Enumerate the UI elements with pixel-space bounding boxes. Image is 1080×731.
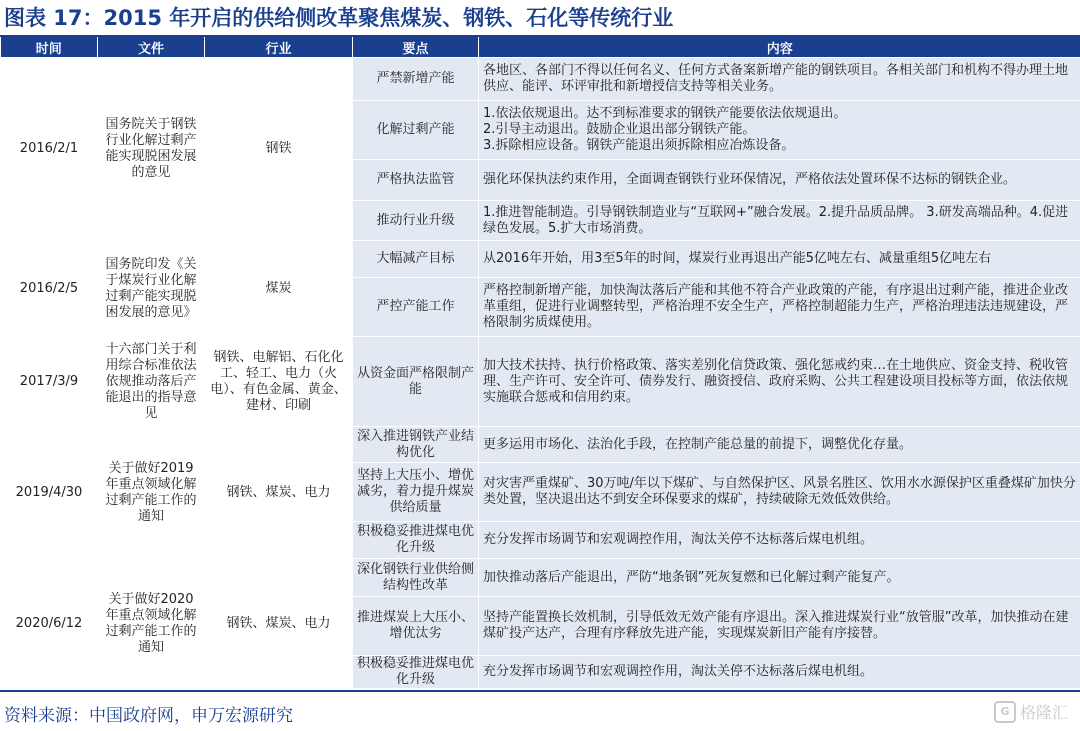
bottom-divider — [0, 690, 1080, 692]
cell-content: 严格控制新增产能，加快淘汰落后产能和其他不符合产业政策的产能，有序退出过剩产能，推进企业改革重组，促进行业调整转型，严格治理不安全生产，严格控制超能力生产，严格治理违法违规建设，严格限制劣质煤使用。 — [479, 278, 1080, 337]
cell-content: 对灾害严重煤矿、30万吨/年以下煤矿、与自然保护区、风景名胜区、饮用水水源保护区重叠煤矿加快分类处置，坚决退出达不到安全环保要求的煤矿，持续破除无效低效供给。 — [479, 463, 1080, 522]
figure-title: 图表 17：2015 年开启的供给侧改革聚焦煤炭、钢铁、石化等传统行业 — [4, 6, 674, 30]
source-note: 资料来源：中国政府网，申万宏源研究 — [4, 706, 293, 726]
cell-key-point: 坚持上大压小、增优减劣，着力提升煤炭供给质量 — [353, 463, 479, 522]
cell-document: 国务院关于钢铁行业化解过剩产能实现脱困发展的意见 — [98, 58, 205, 241]
cell-key-point: 严禁新增产能 — [353, 58, 479, 101]
header-document: 文件 — [98, 37, 205, 58]
cell-date: 2017/3/9 — [1, 337, 98, 427]
watermark — [994, 700, 1068, 723]
header-time: 时间 — [1, 37, 98, 58]
table-row — [1, 427, 1080, 463]
cell-content: 加快推动落后产能退出，严防“地条钢”死灰复燃和已化解过剩产能复产。 — [479, 559, 1080, 597]
header-key-point: 要点 — [353, 37, 479, 58]
cell-content: 加大技术扶持、执行价格政策、落实差别化信贷政策、强化惩戒约束…在土地供应、资金支持、税收管理、生产许可、安全许可、债券发行、融资授信、政府采购、公共工程建设项目投标等方面，依法依规实施联合惩戒和信用约束。 — [479, 337, 1080, 427]
cell-key-point: 推进煤炭上大压小、增优汰劣 — [353, 597, 479, 656]
cell-document: 关于做好2019年重点领域化解过剩产能工作的通知 — [98, 427, 205, 559]
cell-key-point: 积极稳妥推进煤电优化升级 — [353, 656, 479, 689]
cell-document: 关于做好2020年重点领域化解过剩产能工作的通知 — [98, 559, 205, 689]
cell-key-point: 化解过剩产能 — [353, 101, 479, 160]
table-row — [1, 241, 1080, 278]
cell-content: 充分发挥市场调节和宏观调控作用，淘汰关停不达标落后煤电机组。 — [479, 656, 1080, 689]
cell-industry: 钢铁 — [205, 58, 353, 241]
cell-content: 更多运用市场化、法治化手段，在控制产能总量的前提下，调整优化存量。 — [479, 427, 1080, 463]
cell-date: 2016/2/5 — [1, 241, 98, 337]
table-row — [1, 58, 1080, 101]
cell-key-point: 大幅减产目标 — [353, 241, 479, 278]
watermark-text: 格隆汇 — [1019, 703, 1068, 722]
cell-document: 十六部门关于利用综合标准依法依规推动落后产能退出的指导意见 — [98, 337, 205, 427]
cell-key-point: 严控产能工作 — [353, 278, 479, 337]
cell-key-point: 深化钢铁行业供给侧结构性改革 — [353, 559, 479, 597]
cell-key-point: 从资金面严格限制产能 — [353, 337, 479, 427]
table-row — [1, 559, 1080, 597]
cell-key-point: 深入推进钢铁产业结构优化 — [353, 427, 479, 463]
header-industry: 行业 — [205, 37, 353, 58]
cell-content: 1.依法依规退出。达不到标准要求的钢铁产能要依法依规退出。 2.引导主动退出。鼓励企业退出部分钢铁产能。 3.拆除相应设备。钢铁产能退出须拆除相应冶炼设备。 — [479, 101, 1080, 160]
cell-industry: 钢铁、煤炭、电力 — [205, 559, 353, 689]
table-header-row — [1, 37, 1080, 58]
cell-key-point: 推动行业升级 — [353, 201, 479, 241]
cell-content: 各地区、各部门不得以任何名义、任何方式备案新增产能的钢铁项目。各相关部门和机构不得办理土地供应、能评、环评审批和新增授信支持等相关业务。 — [479, 58, 1080, 101]
cell-content: 强化环保执法约束作用，全面调查钢铁行业环保情况，严格依法处置环保不达标的钢铁企业。 — [479, 160, 1080, 201]
cell-industry: 煤炭 — [205, 241, 353, 337]
cell-content: 1.推进智能制造。引导钢铁制造业与“互联网+”融合发展。2.提升品质品牌。 3.研发高端品种。4.促进绿色发展。5.扩大市场消费。 — [479, 201, 1080, 241]
cell-industry: 钢铁、电解铝、石化化工、轻工、电力（火电）、有色金属、黄金、建材、印刷 — [205, 337, 353, 427]
cell-content: 坚持产能置换长效机制，引导低效无效产能有序退出。深入推进煤炭行业“放管服”改革，加快推动在建煤矿投产达产，合理有序释放先进产能，实现煤炭新旧产能有序接替。 — [479, 597, 1080, 656]
cell-date: 2020/6/12 — [1, 559, 98, 689]
cell-document: 国务院印发《关于煤炭行业化解过剩产能实现脱困发展的意见》 — [98, 241, 205, 337]
cell-date: 2019/4/30 — [1, 427, 98, 559]
cell-date: 2016/2/1 — [1, 58, 98, 241]
cell-industry: 钢铁、煤炭、电力 — [205, 427, 353, 559]
cell-key-point: 严格执法监管 — [353, 160, 479, 201]
cell-key-point: 积极稳妥推进煤电优化升级 — [353, 522, 479, 559]
cell-content: 充分发挥市场调节和宏观调控作用，淘汰关停不达标落后煤电机组。 — [479, 522, 1080, 559]
header-content: 内容 — [479, 37, 1080, 58]
table-row — [1, 337, 1080, 427]
gelonghui-logo-icon: G — [994, 701, 1016, 723]
policy-table — [0, 37, 1080, 689]
cell-content: 从2016年开始，用3至5年的时间，煤炭行业再退出产能5亿吨左右、减量重组5亿吨左右 — [479, 241, 1080, 278]
